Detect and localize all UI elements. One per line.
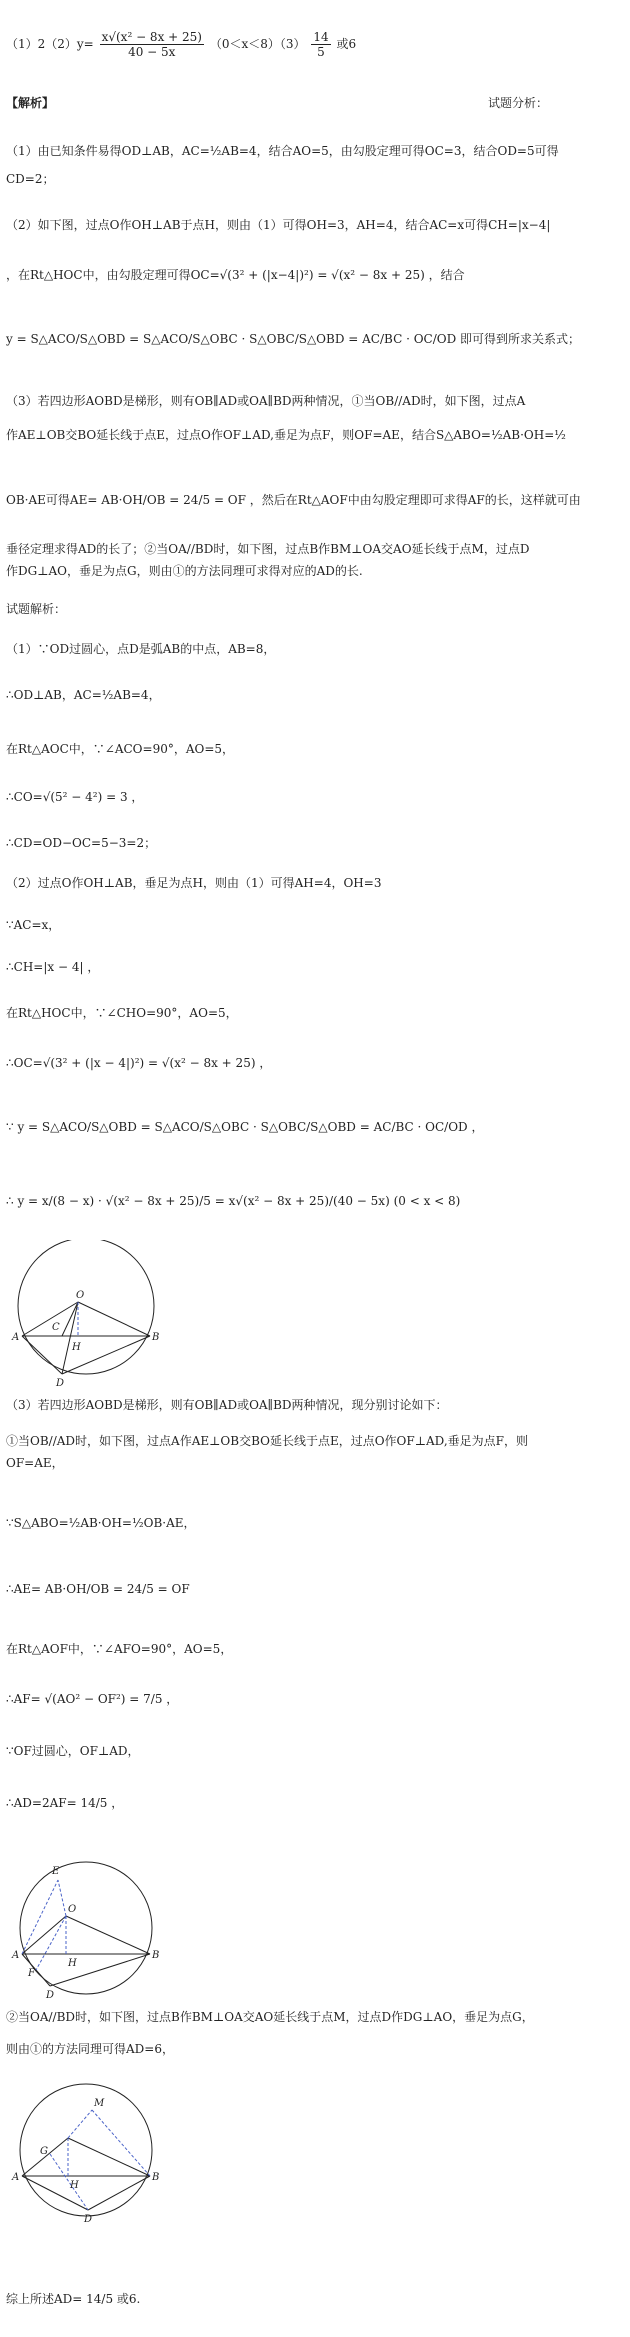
- solution-s10: ∴OC=√(3² + (|x − 4|)²) = √(x² − 8x + 25) ，: [6, 1056, 272, 1070]
- analysis-p3c: OB·AE可得AE= AB·OH/OB = 24/5 = OF ，然后在Rt△AOF中由勾股定理即可求得AF的长，这样就可由: [6, 493, 581, 507]
- fig3-label-H: H: [70, 2180, 79, 2191]
- answer-fraction-ad: [311, 30, 330, 59]
- solution-s14: ①当OB//AD时，如下图，过点A作AE⊥OB交BO延长线于点E，过点O作OF⊥AD,垂足为点F，则: [6, 1434, 528, 1448]
- solution-s11: ∵ y = S△ACO/S△OBD = S△ACO/S△OBC · S△OBC/S△OBD = AC/BC · OC/OD ，: [6, 1120, 484, 1134]
- fig3-label-M: M: [94, 2098, 105, 2109]
- fig1-label-B: B: [152, 1332, 160, 1343]
- solution-s15: ∵S△ABO=½AB·OH=½OB·AE，: [6, 1516, 196, 1530]
- analysis-p3: （3）若四边形AOBD是梯形，则有OB∥AD或OA∥BD两种情况，①当OB//AD时，如下图，过点A: [6, 394, 526, 408]
- answer-ad-numerator: 14: [313, 30, 329, 44]
- analysis-p3d: 垂径定理求得AD的长了；②当OA//BD时，如下图，过点B作BM⊥OA交AO延长线于点M，过点D: [6, 542, 530, 556]
- solution-s5: ∴CD=OD−OC=5−3=2；: [6, 836, 157, 850]
- fig2-label-O: O: [68, 1904, 77, 1915]
- answer-ad-denominator: 5: [317, 45, 325, 59]
- figure-1-circle-diagram: [6, 1240, 166, 1390]
- fig2-label-E: E: [52, 1866, 60, 1877]
- figure-3-circle-diagram: [6, 2076, 166, 2226]
- solution-s16: ∴AE= AB·OH/OB = 24/5 = OF: [6, 1582, 190, 1596]
- solution-s18: ∴AF= √(AO² − OF²) = 7/5 ，: [6, 1692, 179, 1706]
- answer-y-numerator: x√(x² − 8x + 25): [101, 30, 202, 44]
- fig2-label-F: F: [28, 1968, 35, 1979]
- solution-s20: ∴AD=2AF= 14/5 ，: [6, 1796, 124, 1810]
- fig2-label-D: D: [46, 1990, 55, 2000]
- solution-s17: 在Rt△AOF中，∵∠AFO=90°，AO=5，: [6, 1642, 233, 1656]
- solution-s23: 综上所述AD= 14/5 或6.: [6, 2292, 141, 2306]
- fig3-label-D: D: [84, 2214, 93, 2225]
- analysis-p3e: 作DG⊥AO，垂足为点G，则由①的方法同理可求得对应的AD的长.: [6, 564, 363, 578]
- fig1-label-H: H: [72, 1342, 81, 1353]
- fig2-label-A: A: [12, 1950, 20, 1961]
- solution-s2: ∴OD⊥AB，AC=½AB=4，: [6, 688, 161, 702]
- solution-s9: 在Rt△HOC中，∵∠CHO=90°，AO=5，: [6, 1006, 238, 1020]
- fig3-label-B: B: [152, 2172, 160, 2183]
- answer-line: [6, 30, 622, 59]
- solution-s1: （1）∵OD过圆心，点D是弧AB的中点，AB=8，: [6, 642, 276, 656]
- solution-s6: （2）过点O作OH⊥AB，垂足为点H，则由（1）可得AH=4，OH=3: [6, 876, 382, 890]
- solution-header: 试题解析：: [6, 602, 67, 616]
- analysis-header: 试题分析：: [488, 96, 549, 110]
- solution-s22: 则由①的方法同理可得AD=6，: [6, 2042, 174, 2056]
- answer-fraction-y: [100, 30, 204, 59]
- solution-s13: （3）若四边形AOBD是梯形，则有OB∥AD或OA∥BD两种情况，现分别讨论如下：: [6, 1398, 448, 1412]
- fig2-label-H: H: [68, 1958, 77, 1969]
- answer-part-2: （0＜x＜8）（3）: [209, 37, 306, 51]
- fig1-label-C: C: [52, 1322, 60, 1333]
- jiexi-header: 【解析】: [6, 96, 55, 110]
- analysis-p1: （1）由已知条件易得OD⊥AB，AC=½AB=4，结合AO=5，由勾股定理可得OC=3，结合OD=5可得: [6, 144, 559, 158]
- analysis-p2: （2）如下图，过点O作OH⊥AB于点H，则由（1）可得OH=3，AH=4，结合AC=x可得CH=|x−4|: [6, 218, 551, 232]
- analysis-p2b: ，在Rt△HOC中，由勾股定理可得OC=√(3² + (|x−4|)²) = √(x² − 8x + 25) ，结合: [6, 268, 465, 282]
- solution-s12: ∴ y = x/(8 − x) · √(x² − 8x + 25)/5 = x√(x² − 8x + 25)/(40 − 5x) (0 < x < 8): [6, 1194, 461, 1208]
- solution-s14b: OF=AE，: [6, 1456, 64, 1470]
- fig1-label-D: D: [56, 1378, 65, 1389]
- solution-s21: ②当OA//BD时，如下图，过点B作BM⊥OA交AO延长线于点M，过点D作DG⊥AO，垂足为点G，: [6, 2010, 534, 2024]
- figure-2-circle-diagram: [6, 1850, 166, 2000]
- answer-part-1: （1）2（2）y=: [6, 37, 94, 51]
- solution-s8: ∴CH=|x − 4| ，: [6, 960, 100, 974]
- fig3-label-A: A: [12, 2172, 20, 2183]
- fig1-label-A: A: [12, 1332, 20, 1343]
- analysis-p2c: y = S△ACO/S△OBD = S△ACO/S△OBC · S△OBC/S△OBD = AC/BC · OC/OD 即可得到所求关系式；: [6, 332, 581, 346]
- answer-part-3: 或6: [336, 37, 357, 51]
- analysis-p1b: CD=2；: [6, 172, 55, 186]
- analysis-p3b: 作AE⊥OB交BO延长线于点E，过点O作OF⊥AD,垂足为点F，则OF=AE，结合S△ABO=½AB·OH=½: [6, 428, 566, 442]
- solution-s7: ∵AC=x，: [6, 918, 61, 932]
- solution-s3: 在Rt△AOC中，∵∠ACO=90°，AO=5，: [6, 742, 235, 756]
- solution-s4: ∴CO=√(5² − 4²) = 3 ，: [6, 790, 144, 804]
- solution-s19: ∵OF过圆心，OF⊥AD，: [6, 1744, 140, 1758]
- answer-y-denominator: 40 − 5x: [128, 45, 176, 59]
- fig2-label-B: B: [152, 1950, 160, 1961]
- fig1-label-O: O: [76, 1290, 85, 1301]
- fig3-label-G: G: [40, 2146, 48, 2157]
